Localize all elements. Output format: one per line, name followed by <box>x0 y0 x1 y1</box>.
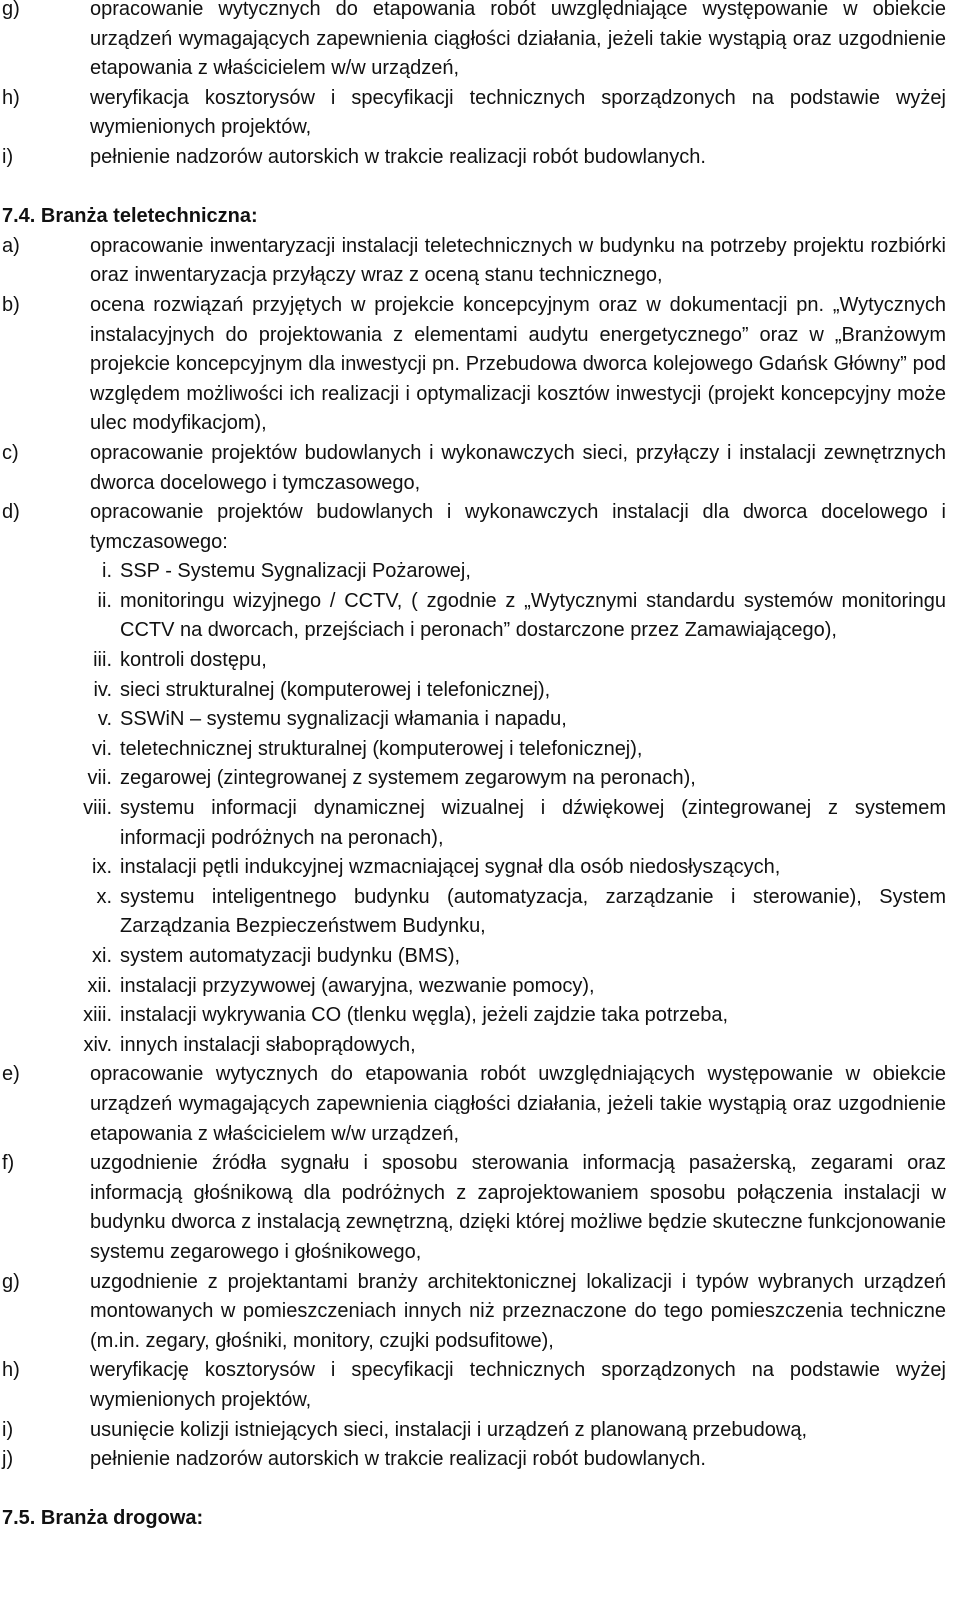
sublist-label: xi. <box>92 945 112 967</box>
list-text: usunięcie kolizji istniejących sieci, instalacji i urządzeń z planowaną przebudową, <box>90 1418 808 1441</box>
sublist-text: SSWiN – systemu sygnalizacji włamania i napadu, <box>120 708 567 731</box>
sublist-text: innych instalacji słaboprądowych, <box>120 1033 416 1056</box>
sublist-text: monitoringu wizyjnego / CCTV, ( zgodnie z „Wytycznymi standardu systemów monitoringu CCTV na dworcach, przejściach i peronach” dostarczone przez Zamawiającego), <box>120 589 946 642</box>
list-label: i) <box>2 145 14 168</box>
sublist-item-xiii <box>0 1001 960 1031</box>
list-text: opracowanie wytycznych do etapowania robót uwzględniających występowanie w obiekcie urządzeń wymagających zapewnienia ciągłości działania, jeżeli takie wystąpią oraz uzgodnienie etapowania z właścicielem w/w urządzeń, <box>90 1063 946 1145</box>
sublist-item-iv <box>0 676 960 706</box>
sublist-item-iii <box>0 646 960 676</box>
list-label: b) <box>2 293 20 316</box>
list-item-b <box>0 291 960 439</box>
sublist-label: iii. <box>93 649 112 672</box>
list-label: d) <box>2 501 20 524</box>
list-text: uzgodnienie źródła sygnału i sposobu sterowania informacją pasażerską, zegarami oraz informacją głośnikową dla podróżnych z zaprojektowaniem sposobu połączenia instalacji w budynku dworca z instalacją zewnętrzną, dzięki której możliwe będzie skuteczne funkcjonowanie systemu zegarowego i głośnikowego, <box>90 1152 946 1263</box>
section-heading-7-5: 7.5. Branża drogowa: <box>2 1507 204 1530</box>
sublist-label: vi. <box>92 737 112 760</box>
sublist-text: kontroli dostępu, <box>120 649 267 672</box>
sublist-text: zegarowej (zintegrowanej z systemem zegarowym na peronach), <box>120 767 696 790</box>
list-text: opracowanie wytycznych do etapowania robót uwzględniające występowanie w obiekcie urządzeń wymagających zapewnienia ciągłości działania, jeżeli takie wystąpią oraz uzgodnienie etapowania z właścicielem w/w urządzeń, <box>90 0 946 80</box>
sublist-item-xi <box>0 942 960 972</box>
sublist-label: xii. <box>87 974 112 997</box>
spacer <box>0 173 960 203</box>
sublist-label: ix. <box>92 856 112 879</box>
list-text: weryfikacja kosztorysów i specyfikacji technicznych sporządzonych na podstawie wyżej wymienionych projektów, <box>90 86 946 139</box>
sublist-text: sieci strukturalnej (komputerowej i telefonicznej), <box>120 678 551 701</box>
list-text: opracowanie projektów budowlanych i wykonawczych sieci, przyłączy i instalacji zewnętrznych dworca docelowego i tymczasowego, <box>90 441 946 494</box>
list-item-e <box>0 1060 960 1149</box>
spacer <box>0 1475 960 1505</box>
sublist-text: instalacji pętli indukcyjnej wzmacniającej sygnał dla osób niedosłyszących, <box>120 856 781 879</box>
list-text: ocena rozwiązań przyjętych w projekcie koncepcyjnym oraz w dokumentacji pn. „Wytycznych instalacyjnych do projektowania z elementami audytu energetycznego” oraz w „Branżowym projekcie koncepcyjnym dla inwestycji pn. Przebudowa dworca kolejowego Gdańsk Główny” pod względem możliwości ich realizacji i optymalizacji kosztów inwestycji (projekt koncepcyjny może ulec modyfikacjom), <box>90 293 946 435</box>
sublist-item-i <box>0 557 960 587</box>
sublist-label: ii. <box>97 589 112 612</box>
list-label: i) <box>2 1418 14 1441</box>
list-text: pełnienie nadzorów autorskich w trakcie realizacji robót budowlanych. <box>90 145 706 168</box>
list-item-i <box>0 143 960 173</box>
list-item-f <box>0 1149 960 1267</box>
sublist-item-xii <box>0 972 960 1002</box>
sublist-label: vii. <box>87 767 112 790</box>
list-label: h) <box>2 86 20 109</box>
list-item-a <box>0 232 960 291</box>
sublist-label: i. <box>102 560 112 583</box>
list-item-g2 <box>0 1268 960 1357</box>
sublist-item-xiv <box>0 1031 960 1061</box>
sublist-label: xiv. <box>83 1033 112 1056</box>
list-label: f) <box>2 1152 15 1175</box>
list-text: pełnienie nadzorów autorskich w trakcie realizacji robót budowlanych. <box>90 1448 706 1471</box>
section-heading-7-4: 7.4. Branża teletechniczna: <box>2 205 258 228</box>
list-label: e) <box>2 1063 20 1086</box>
sublist-item-ii <box>0 587 960 646</box>
list-item-h2 <box>0 1356 960 1415</box>
list-item-c <box>0 439 960 498</box>
sublist-item-vi <box>0 735 960 765</box>
list-label: h) <box>2 1359 20 1382</box>
list-label: a) <box>2 234 20 257</box>
sublist-text: SSP - Systemu Sygnalizacji Pożarowej, <box>120 560 471 583</box>
sublist-label: v. <box>97 708 112 731</box>
sublist-item-vii <box>0 764 960 794</box>
list-text: opracowanie projektów budowlanych i wykonawczych instalacji dla dworca docelowego i tymczasowego: <box>90 501 946 553</box>
list-item-j <box>0 1445 960 1475</box>
sublist-text: systemu informacji dynamicznej wizualnej i dźwiękowej (zintegrowanej z systemem informacji podróżnych na peronach), <box>120 797 946 849</box>
sublist-label: iv. <box>93 678 112 701</box>
sublist-item-x <box>0 883 960 942</box>
list-item-d <box>0 498 960 557</box>
list-label: g) <box>2 0 20 20</box>
list-label: j) <box>2 1448 14 1471</box>
sublist-text: systemu inteligentnego budynku (automatyzacja, zarządzanie i sterowanie), System Zarządzania Bezpieczeństwem Budynku, <box>120 885 946 938</box>
sublist-item-v <box>0 705 960 735</box>
sublist-label: xiii. <box>83 1004 112 1027</box>
list-label: c) <box>2 441 19 464</box>
sublist-text: instalacji wykrywania CO (tlenku węgla), jeżeli zajdzie taka potrzeba, <box>120 1004 729 1027</box>
list-text: opracowanie inwentaryzacji instalacji teletechnicznych w budynku na potrzeby projektu rozbiórki oraz inwentaryzacja przyłączy wraz z oceną stanu technicznego, <box>90 234 946 287</box>
list-item-h <box>0 84 960 143</box>
sublist-label: x. <box>96 885 112 908</box>
sublist-text: instalacji przyzywowej (awaryjna, wezwanie pomocy), <box>120 974 595 997</box>
list-text: uzgodnienie z projektantami branży architektonicznej lokalizacji i typów wybranych urządzeń montowanych w pomieszczeniach innych niż przeznaczone do tego pomieszczenia techniczne (m.in. zegary, głośniki, monitory, czujki podsufitowe), <box>90 1270 946 1352</box>
list-text: weryfikację kosztorysów i specyfikacji technicznych sporządzonych na podstawie wyżej wymienionych projektów, <box>90 1359 946 1411</box>
sublist-text: system automatyzacji budynku (BMS), <box>120 945 461 967</box>
list-item-g <box>0 0 960 84</box>
sublist-item-ix <box>0 853 960 883</box>
list-item-i2 <box>0 1416 960 1446</box>
sublist-text: teletechnicznej strukturalnej (komputerowej i telefonicznej), <box>120 737 643 760</box>
list-label: g) <box>2 1270 20 1293</box>
sublist-item-viii <box>0 794 960 853</box>
sublist-label: viii. <box>83 797 112 820</box>
